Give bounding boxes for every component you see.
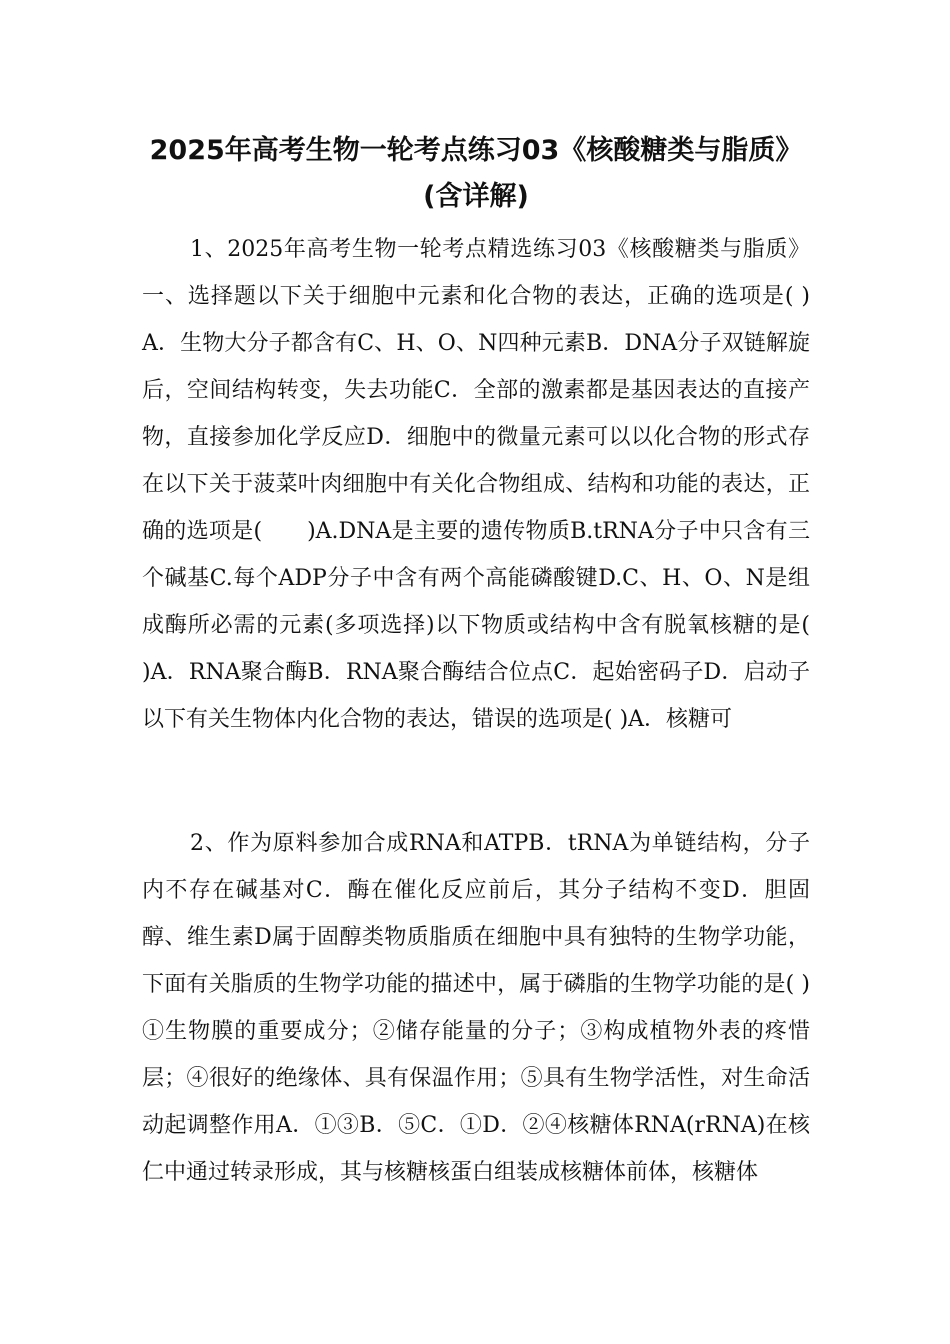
- body-paragraph-2: 2、作为原料参加合成RNA和ATPB．tRNA为单链结构，分子内不存在碱基对C．酶在催化反应前后，其分子结构不变D．胆固醇、维生素D属于固醇类物质脂质在细胞中具有独特的生物学功能，下面有关脂质的生物学功能的描述中，属于磷脂的生物学功能的是( )①生物膜的重要成分；②储存能量的分子；③构成植物外表的疼惜层；④很好的绝缘体、具有保温作用；⑤具有生物学活性，对生命活动起调整作用A．①③B．⑤C．①D．②④核糖体RNA(rRNA)在核仁中通过转录形成，其与核糖核蛋白组装成核糖体前体，核糖体: [142, 831, 810, 1185]
- body-paragraph-1: 1、2025年高考生物一轮考点精选练习03《核酸糖类与脂质》一、选择题以下关于细胞中元素和化合物的表达，正确的选项是( )A．生物大分子都含有C、H、O、N四种元素B．DNA分子双链解旋后，空间结构转变，失去功能C．全部的激素都是基因表达的直接产物，直接参加化学反应D．细胞中的微量元素可以以化合物的形式存在以下关于菠菜叶肉细胞中有关化合物组成、结构和功能的表达，正确的选项是( )A.DNA是主要的遗传物质B.tRNA分子中只含有三个碱基C.每个ADP分子中含有两个高能磷酸键D.C、H、O、N是组成酶所必需的元素(多项选择)以下物质或结构中含有脱氧核糖的是( )A．RNA聚合酶B．RNA聚合酶结合位点C．起始密码子D．启动子以下有关生物体内化合物的表达，错误的选项是( )A．核糖可: [142, 237, 855, 732]
- document-title: 2025年高考生物一轮考点练习03《核酸糖类与脂质》(含详解): [149, 135, 803, 212]
